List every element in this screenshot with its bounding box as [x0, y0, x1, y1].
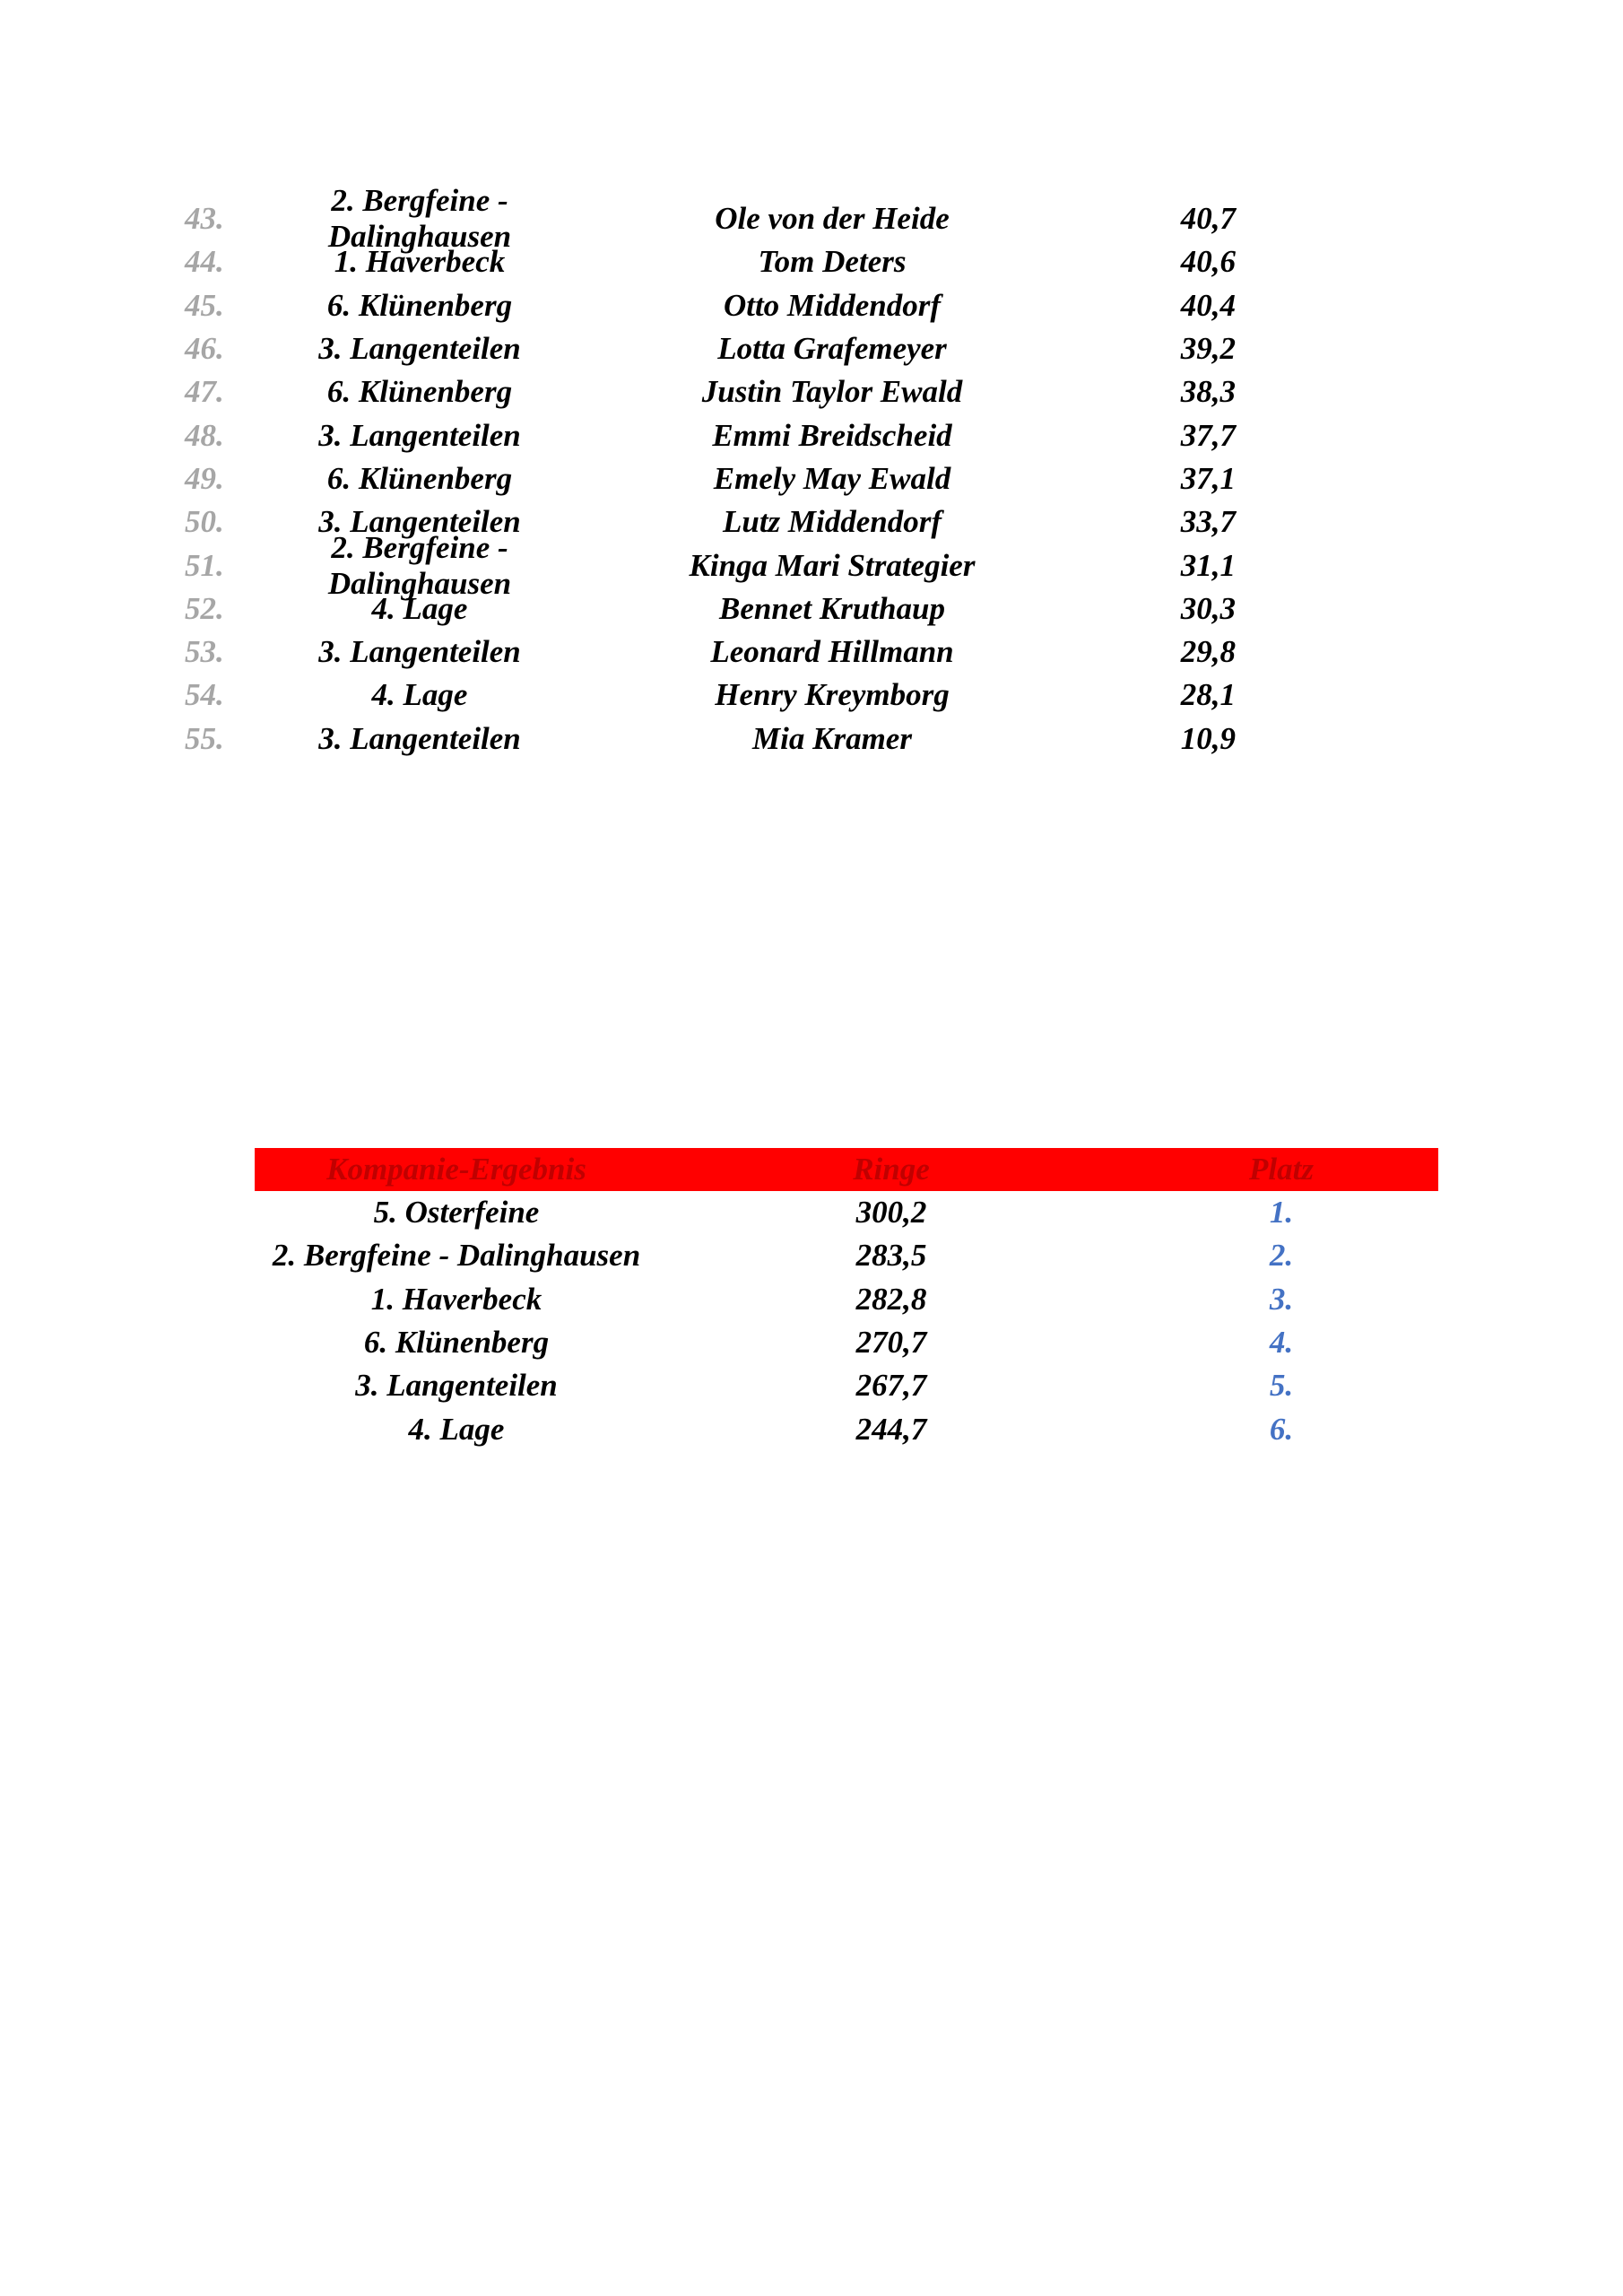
- score-cell: 28,1: [1180, 677, 1236, 713]
- shooter-name-cell: Bennet Kruthaup: [719, 590, 945, 626]
- score-cell: 40,4: [1180, 287, 1236, 323]
- rank-cell: 50.: [185, 504, 224, 540]
- shooter-name-cell: Henry Kreymborg: [715, 677, 950, 713]
- individual-results-list: [170, 183, 1318, 761]
- company-cell: 6. Klünenberg: [326, 287, 513, 323]
- place-cell: 6.: [1269, 1411, 1294, 1447]
- rank-cell: 51.: [185, 547, 224, 583]
- score-cell: 29,8: [1180, 634, 1236, 670]
- shooter-name-cell: Otto Middendorf: [723, 287, 942, 323]
- rank-cell: 49.: [185, 460, 224, 496]
- company-cell: 4. Lage: [371, 590, 468, 626]
- rank-cell: 44.: [185, 244, 224, 280]
- company-cell: 6. Klünenberg: [326, 460, 513, 496]
- company-cell: 3. Langenteilen: [318, 634, 521, 670]
- shooter-name-cell: Mia Kramer: [752, 720, 912, 756]
- score-cell: 39,2: [1180, 331, 1236, 367]
- rings-cell: 283,5: [855, 1238, 927, 1274]
- table-row: [170, 413, 1318, 457]
- header-place: Platz: [1249, 1152, 1314, 1187]
- company-name-cell: 5. Osterfeine: [373, 1195, 540, 1231]
- shooter-name-cell: Tom Deters: [758, 244, 907, 280]
- company-cell: 2. Bergfeine - Dalinghausen: [327, 183, 512, 255]
- header-company: Kompanie-Ergebnis: [326, 1152, 586, 1187]
- company-name-cell: 1. Haverbeck: [370, 1281, 542, 1317]
- table-row: [170, 240, 1318, 283]
- company-cell: 4. Lage: [371, 677, 468, 713]
- score-cell: 10,9: [1180, 720, 1236, 756]
- company-cell: 3. Langenteilen: [318, 331, 521, 367]
- table-row: [170, 529, 1318, 601]
- table-row: [170, 674, 1318, 717]
- rank-cell: 45.: [185, 287, 224, 323]
- shooter-name-cell: Ole von der Heide: [715, 201, 950, 237]
- company-cell: 3. Langenteilen: [318, 504, 521, 540]
- table-row: [170, 631, 1318, 674]
- rank-cell: 54.: [185, 677, 224, 713]
- company-name-cell: 4. Lage: [408, 1411, 505, 1447]
- company-table-header: [255, 1148, 1438, 1191]
- place-cell: 5.: [1269, 1368, 1294, 1404]
- rank-cell: 52.: [185, 590, 224, 626]
- company-cell: 2. Bergfeine - Dalinghausen: [327, 529, 512, 601]
- place-cell: 3.: [1269, 1281, 1294, 1317]
- score-cell: 31,1: [1180, 547, 1236, 583]
- table-row: [170, 587, 1318, 631]
- table-row: [255, 1407, 1438, 1450]
- table-row: [170, 370, 1318, 413]
- rank-cell: 46.: [185, 331, 224, 367]
- rings-cell: 267,7: [855, 1368, 927, 1404]
- rings-cell: 282,8: [855, 1281, 927, 1317]
- score-cell: 40,7: [1180, 201, 1236, 237]
- shooter-name-cell: Kinga Mari Strategier: [689, 547, 976, 583]
- score-cell: 37,7: [1180, 417, 1236, 453]
- score-cell: 38,3: [1180, 374, 1236, 410]
- rank-cell: 47.: [185, 374, 224, 410]
- place-cell: 2.: [1269, 1238, 1294, 1274]
- table-row: [170, 718, 1318, 761]
- company-cell: 6. Klünenberg: [326, 374, 513, 410]
- score-cell: 40,6: [1180, 244, 1236, 280]
- rank-cell: 53.: [185, 634, 224, 670]
- rank-cell: 43.: [185, 201, 224, 237]
- shooter-name-cell: Lotta Grafemeyer: [717, 331, 947, 367]
- company-cell: 3. Langenteilen: [318, 720, 521, 756]
- company-cell: 1. Haverbeck: [334, 244, 506, 280]
- company-name-cell: 6. Klünenberg: [363, 1325, 550, 1361]
- rings-cell: 270,7: [855, 1325, 927, 1361]
- rank-cell: 48.: [185, 417, 224, 453]
- table-row: [170, 284, 1318, 327]
- shooter-name-cell: Emmi Breidscheid: [712, 417, 952, 453]
- score-cell: 37,1: [1180, 460, 1236, 496]
- rings-cell: 244,7: [855, 1411, 927, 1447]
- rank-cell: 55.: [185, 720, 224, 756]
- table-row: [255, 1234, 1438, 1277]
- score-cell: 33,7: [1180, 504, 1236, 540]
- rings-cell: 300,2: [855, 1195, 927, 1231]
- table-row: [255, 1191, 1438, 1234]
- company-cell: 3. Langenteilen: [318, 417, 521, 453]
- table-row: [170, 457, 1318, 500]
- shooter-name-cell: Justin Taylor Ewald: [701, 374, 963, 410]
- header-rings: Ringe: [853, 1152, 930, 1187]
- shooter-name-cell: Emely May Ewald: [713, 460, 951, 496]
- company-name-cell: 3. Langenteilen: [355, 1368, 558, 1404]
- place-cell: 4.: [1269, 1325, 1294, 1361]
- table-row: [170, 183, 1318, 255]
- shooter-name-cell: Lutz Middendorf: [722, 504, 942, 540]
- score-cell: 30,3: [1180, 590, 1236, 626]
- table-row: [170, 327, 1318, 370]
- company-results-table: [255, 1148, 1438, 1451]
- table-row: [255, 1278, 1438, 1321]
- table-row: [255, 1321, 1438, 1364]
- shooter-name-cell: Leonard Hillmann: [710, 634, 954, 670]
- company-name-cell: 2. Bergfeine - Dalinghausen: [272, 1238, 641, 1274]
- place-cell: 1.: [1269, 1195, 1294, 1231]
- table-row: [255, 1364, 1438, 1407]
